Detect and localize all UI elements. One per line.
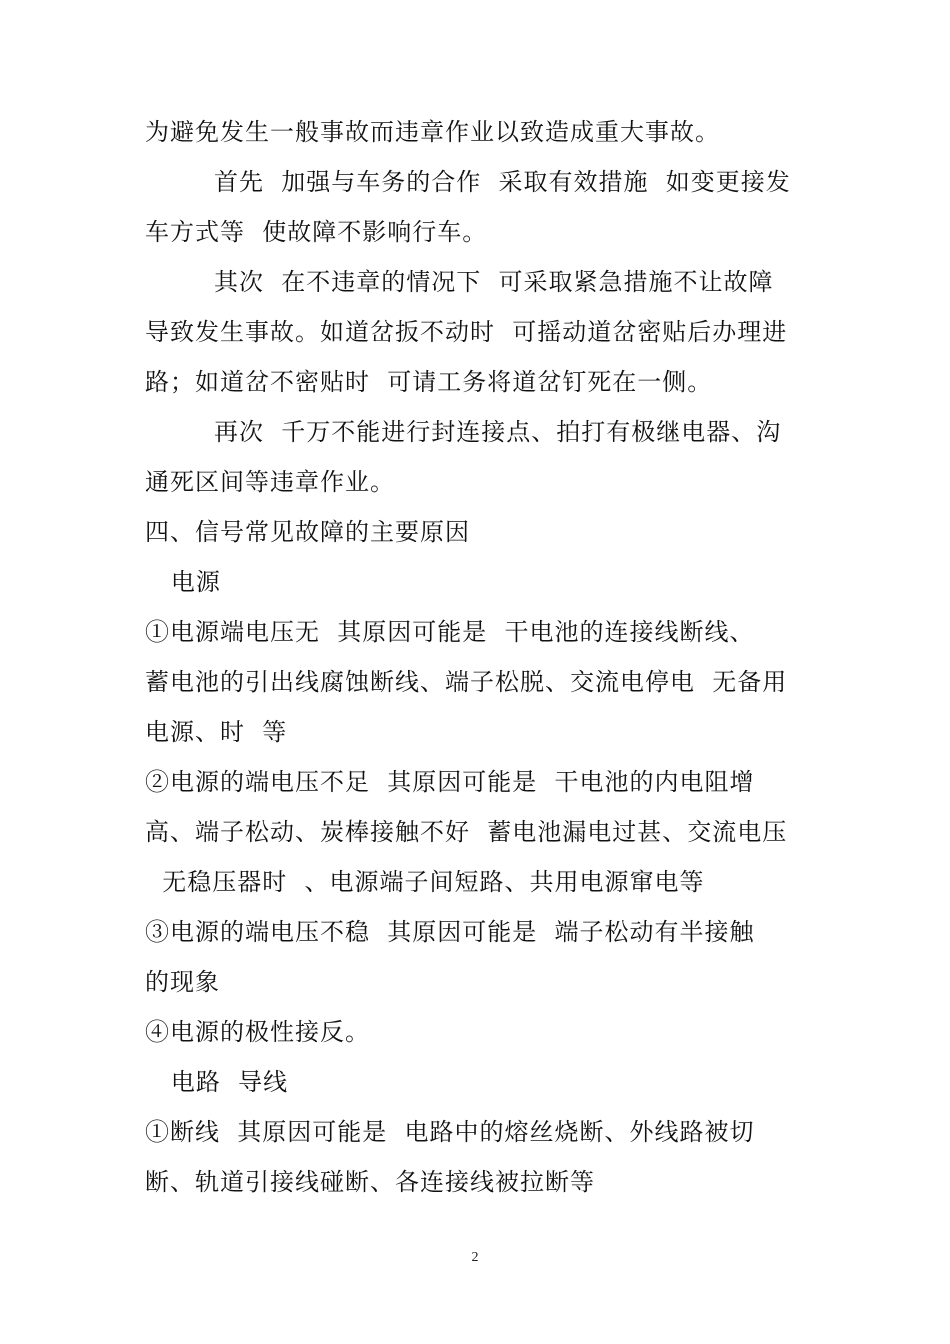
text-line: ②电源的端电压不足 其原因可能是 干电池的内电阻增 [145, 768, 755, 796]
text-line: 路；如道岔不密贴时 可请工务将道岔钉死在一侧。 [145, 368, 713, 396]
subsection-heading: 电源 [145, 568, 221, 596]
text-line: 电源、时 等 [145, 718, 288, 746]
text-line: ①断线 其原因可能是 电路中的熔丝烧断、外线路被切 [145, 1118, 755, 1146]
text-line: 再次 千万不能进行封连接点、拍打有极继电器、沟 [145, 418, 782, 446]
text-line: ③电源的端电压不稳 其原因可能是 端子松动有半接触 [145, 918, 755, 946]
section-heading: 四、信号常见故障的主要原因 [145, 518, 470, 546]
text-line: 蓄电池的引出线腐蚀断线、端子松脱、交流电停电 无备用 [145, 668, 788, 696]
subsection-heading: 电路 导线 [145, 1068, 289, 1096]
text-line: 为避免发生一般事故而违章作业以致造成重大事故。 [145, 118, 720, 146]
text-line: 首先 加强与车务的合作 采取有效措施 如变更接发 [145, 168, 791, 196]
text-line: 高、端子松动、炭棒接触不好 蓄电池漏电过甚、交流电压 [145, 818, 788, 846]
text-line: ④电源的极性接反。 [145, 1018, 370, 1046]
text-line: ①电源端电压无 其原因可能是 干电池的连接线断线、 [145, 618, 755, 646]
text-line: 无稳压器时 、电源端子间短路、共用电源窜电等 [145, 868, 705, 896]
text-line: 车方式等 使故障不影响行车。 [145, 218, 488, 246]
text-line: 通死区间等违章作业。 [145, 468, 395, 496]
text-line: 导致发生事故。如道岔扳不动时 可摇动道岔密贴后办理进 [145, 318, 788, 346]
text-line: 的现象 [145, 968, 220, 996]
text-line: 断、轨道引接线碰断、各连接线被拉断等 [145, 1168, 595, 1196]
page-number: 2 [471, 1250, 479, 1265]
text-line: 其次 在不违章的情况下 可采取紧急措施不让故障 [145, 268, 774, 296]
